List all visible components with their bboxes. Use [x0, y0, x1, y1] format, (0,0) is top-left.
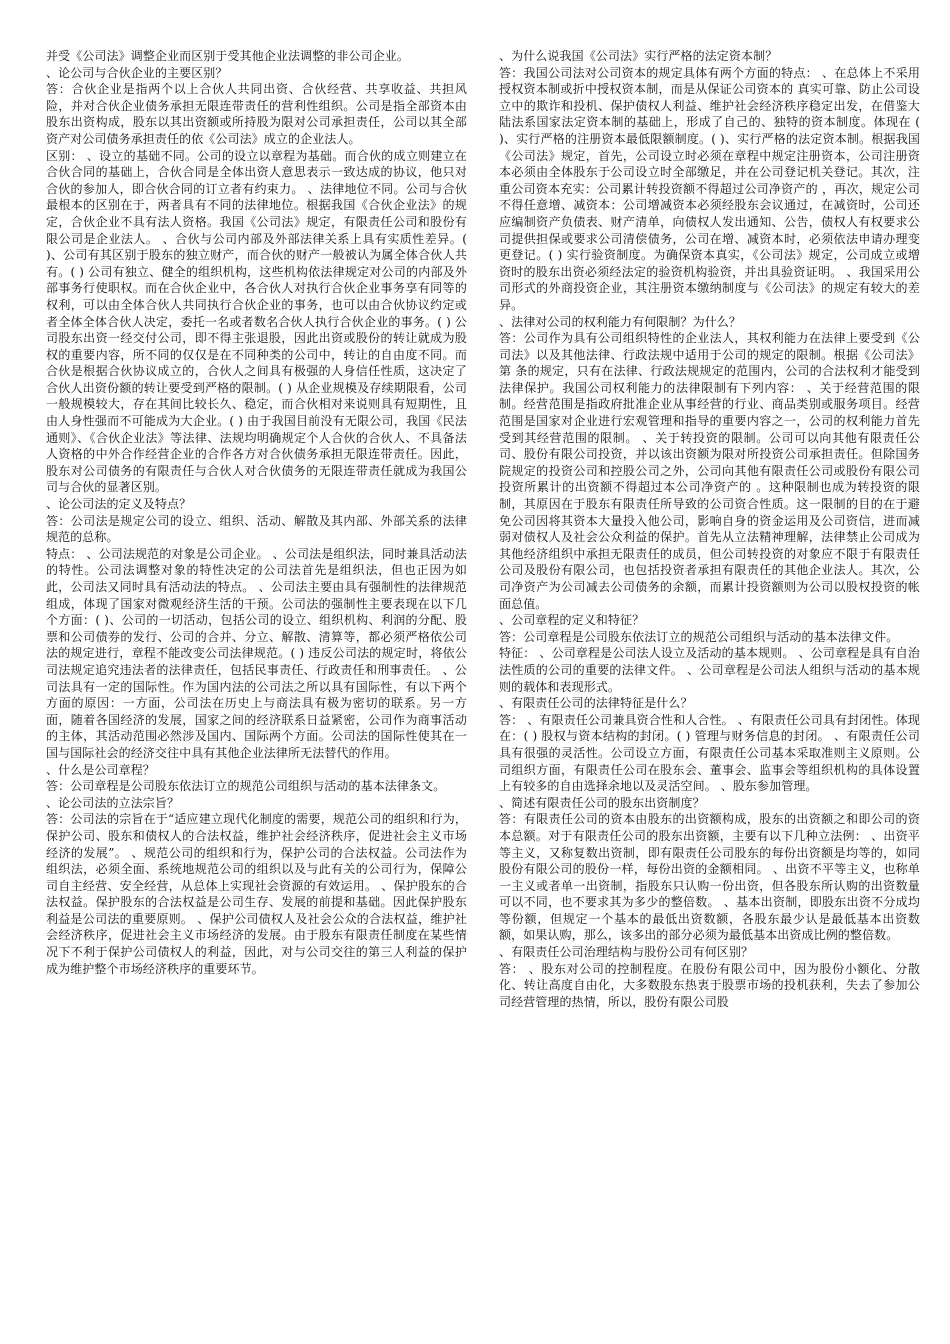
paragraph: 答：公司作为具有公司组织特性的企业法人，其权利能力在法律上要受到《公司法》以及其他法律、行政法规中适用于公司的规定的限制。根据《公司法》第 条的规定，只有在法律、行政法规规定的范围内，公司的合法权利才能受到法律保护。我国公司权利能力的法律限制有下列内容： 、关于经营范围的限制。经营范围是指政府批准企业从事经营的行业、商品类别或服务项目。经营范围是国家对企业进行宏观管理和指导的重要内容之一，公司的权利能力首先受到其经营范围的限制。 、关于转投资的限制。公司可以向其他有限责任公司、股份有限公司投资，并以该出资额为限对所投资公司承担责任。但除国务院规定的投资公司和控股公司之外，公司向其他有限责任公司或股份有限公司投资所累计的出资额不得超过本公司净资产的 。这种限制也成为转投资的限制，其原因在于股东有限责任所导致的公司资合性质。这一限制的目的在于避免公司因将其资本大量投入他公司，影响自身的资金运用及公司资信，进而减弱对债权人及社会公众利益的保护。首先从立法精神理解，法律禁止公司成为其他经济组织中承担无限责任的成员，但公司转投资的对象应不限于有限责任公司及股份有限公司，也包括投资者承担有限责任的其他企业法人。其次，公司净资产为公司减去公司债务的余额，而累计投资额则为公司以股权投资的帐面总值。	[499, 331, 920, 611]
question-heading: 、有限责任公司的法律特征是什么？	[499, 696, 693, 711]
question-heading: 、公司章程的定义和特征？	[499, 613, 645, 628]
right-column	[499, 48, 920, 1344]
paragraph: 特点： 、公司法规范的对象是公司企业。 、公司法是组织法，同时兼具活动法的特性。公司法调整对象的特性决定的公司法首先是组织法，但也正因为如此，公司法又同时具有活动法的特点。 、公司法主要由具有强制性的法律规范组成，体现了国家对微观经济生活的干预。公司法的强制性主要表现在以下几个方面：( )、公司的一切活动，包括公司的设立、组织机构、利润的分配、股票和公司债券的发行、公司的合并、分立、解散、清算等，都必须严格依公司法的规定进行，章程不能改变公司法律规范。( ) 违反公司法的规定时，将依公司法规定追究违法者的法律责任，包括民事责任、行政责任和刑事责任。 、公司法具有一定的国际性。作为国内法的公司法之所以具有国际性，有以下两个方面的原因：一方面，公司法在历史上与商法具有极为密切的联系。另一方面，随着各国经济的发展，国家之间的经济联系日益紧密，公司作为商事活动的主体，其活动范围必然涉及国内、国际两个方面。公司法的国际性使其在一国与国际社会的经济交往中具有其他企业法律所无法替代的作用。	[46, 546, 467, 760]
question-heading: 、法律对公司的权利能力有何限制？为什么？	[499, 314, 742, 329]
paragraph: 答：公司章程是公司股东依法订立的规范公司组织与活动的基本法律文件。	[499, 629, 899, 644]
paragraph: 答：公司法是规定公司的设立、组织、活动、解散及其内部、外部关系的法律规范的总称。	[46, 513, 467, 545]
question-heading: 、有限责任公司治理结构与股份公司有何区别？	[499, 945, 754, 960]
paragraph: 答： 、有限责任公司兼具资合性和人合性。 、有限责任公司具有封闭性。体现在：( ) 股权与资本结构的封闭。( ) 管理与财务信息的封闭。 、有限责任公司具有很强的灵活性。公司设立方面，有限责任公司基本采取准则主义原则。公司组织方面，有限责任公司在股东会、董事会、监事会等组织机构的具体设置上有较多的自由选择余地以及灵活空间。 、股东参加管理。	[499, 712, 920, 794]
paragraph: 答：有限责任公司的资本由股东的出资额构成，股东的出资额之和即公司的资本总额。对于有限责任公司的股东出资额，主要有以下几种立法例： 、出资平等主义，又称复数出资制，即有限责任公司股东的每份出资额是均等的，如同股份有限公司的股份一样，每份出资的金额相同。 、出资不平等主义，也称单一主义或者单一出资制，指股东只认购一份出资，但各股东所认购的出资数量可以不同，也不要求其为多少的整倍数。 、基本出资制，即股东出资不分成均等份额，但规定一个基本的最低出资数额，各股东最少认是最低基本出资数额，如果认购，那么，该多出的部分必须为最低基本出资成比例的整倍数。	[499, 812, 920, 943]
paragraph: 答：合伙企业是指两个以上合伙人共同出资、合伙经营、共享收益、共担风险，并对合伙企业债务承担无限连带责任的营利性组织。公司是指全部资本由股东出资构成，股东以其出资额或所持股为限对公司承担责任，公司以其全部资产对公司债务承担责任的依《公司法》成立的企业法人。	[46, 82, 467, 146]
paragraph: 并受《公司法》调整企业而区别于受其他企业法调整的非公司企业。	[46, 49, 410, 63]
left-column	[46, 48, 467, 1344]
question-heading: 、什么是公司章程？	[46, 762, 155, 777]
question-heading: 、简述有限责任公司的股东出资制度？	[499, 795, 705, 810]
question-heading: 、论公司法的定义及特点？	[46, 497, 192, 512]
paragraph: 答：公司法的宗旨在于“适应建立现代化制度的需要，规范公司的组织和行为，保护公司、股东和债权人的合法权益，维护社会经济秩序，促进社会主义市场经济的发展”。 、规范公司的组织和行为，保护公司的合法权益。公司法作为组织法，必须全面、系统地规范公司的组织以及与此有关的公司行为，保障公司自主经营、安全经营，从总体上实现社会资源的有效运用。 、保护股东的合法权益。保护股东的合法权益是公司生存、发展的前提和基础。因此保护股东利益是公司法的重要原则。 、保护公司债权人及社会公众的合法权益，维护社会经济秩序，促进社会主义市场经济的发展。由于股东有限责任制度在某些情况下不利于保护公司债权人的利益，因此，对与公司交往的第三人利益的保护成为维护整个市场经济秩序的重要环节。	[46, 812, 467, 976]
question-heading: 、论公司法的立法宗旨？	[46, 795, 180, 810]
question-heading: 、论公司与合伙企业的主要区别？	[46, 65, 228, 80]
paragraph: 特征： 、公司章程是公司法人设立及活动的基本规则。 、公司章程是具有自治法性质的公司的重要的法律文件。 、公司章程是公司法人组织与活动的基本规则的载体和表现形式。	[499, 646, 920, 694]
paragraph: 区别： 、设立的基础不同。公司的设立以章程为基础。而合伙的成立则建立在合伙合同的基础上，合伙合同是全体出资人意思表示一致达成的协议，他只对合伙的参加人，即合伙合同的订立者有约束力。 、法律地位不同。公司与合伙最根本的区别在于，两者具有不同的法律地位。根据我国《合伙企业法》的规定，合伙企业不具有法人资格。我国《公司法》规定，有限责任公司和股份有限公司是企业法人。 、合伙与公司内部及外部法律关系上具有实质性差异。( )、公司有其区别于股东的独立财产，而合伙的财产一般被认为属全体合伙人共有。( ) 公司有独立、健全的组织机构，这些机构依法律规定对公司的内部及外部事务行使职权。而在合伙企业中，各合伙人对执行合伙企业事务享有同等的权利，可以由全体合伙人共同执行合伙企业的事务，也可以由合伙协议约定或者全体全体合伙人决定，委托一名或者数名合伙人执行合伙企业的事务。( ) 公司股东出资一经交付公司，即不得主张退股，因此出资或股份的转让就成为股权的重要内容，所不同的仅仅是在不同种类的公司中，转让的自由度不同。而合伙是根据合伙协议成立的，合伙人之间具有极强的人身信任性质，这决定了合伙人出资份额的转让要受到严格的限制。( ) 从企业规模及存续期限看，公司一般规模较大，存在其间比较长久、稳定，而合伙相对来说则具有短期性，且由人身性强而不可能成为大企业。( ) 由于我国目前没有无限公司，我国《民法通则》、《合伙企业法》等法律、法规均明确规定个人合伙的合伙人、不具备法人资格的中外合作经营企业的合作各方对合伙债务承担无限连带责任。因此，股东对公司债务的有限责任与合伙人对合伙债务的无限连带责任就成为我国公司与合伙的显著区别。	[46, 148, 467, 495]
paragraph: 答：我国公司法对公司资本的规定具体有两个方面的特点： 、在总体上不采用授权资本制或折中授权资本制，而是从保证公司资本的 真实可靠、防止公司设立中的欺诈和投机、保护债权人利益、维护社会经济秩序稳定出发，在借鉴大陆法系国家法定资本制的基础上，形成了自己的、独特的资本制度。体现在 ( )、实行严格的注册资本最低限额制度。( )、实行严格的法定资本制。根据我国《公司法》规定，首先，公司设立时必须在章程中规定注册资本，公司注册资本必须由全体股东于公司设立时全部缴足，并在公司登记机关登记。其次，注重公司资本充实：公司累计转投资额不得超过公司净资产的 ，再次，规定公司不得任意增、减资本：公司增减资本必须经股东会议通过，在减资时，公司还应编制资产负债表、财产清单，向债权人发出通知、公告，债权人有权要求公司提供担保或要求公司清偿债务，公司在增、减资本时，必须依法申请办理变更登记。( ) 实行验资制度。为确保资本真实，《公司法》规定，公司成立或增资时的股东出资必须经法定的验资机构验资，并出具验资证明。 、我国采用公司形式的外商投资企业，其注册资本缴纳制度与《公司法》的规定有较大的差异。	[499, 65, 920, 312]
question-heading: 、为什么说我国《公司法》实行严格的法定资本制？	[499, 49, 778, 63]
paragraph: 答： 、股东对公司的控制程度。在股份有限公司中，因为股份小额化、分散化、转让高度自由化，大多数股东热衷于股票市场的投机获利，失去了参加公司经营管理的热情，所以，股份有限公司股	[499, 961, 920, 1009]
paragraph: 答：公司章程是公司股东依法订立的规范公司组织与活动的基本法律条文。	[46, 779, 446, 794]
